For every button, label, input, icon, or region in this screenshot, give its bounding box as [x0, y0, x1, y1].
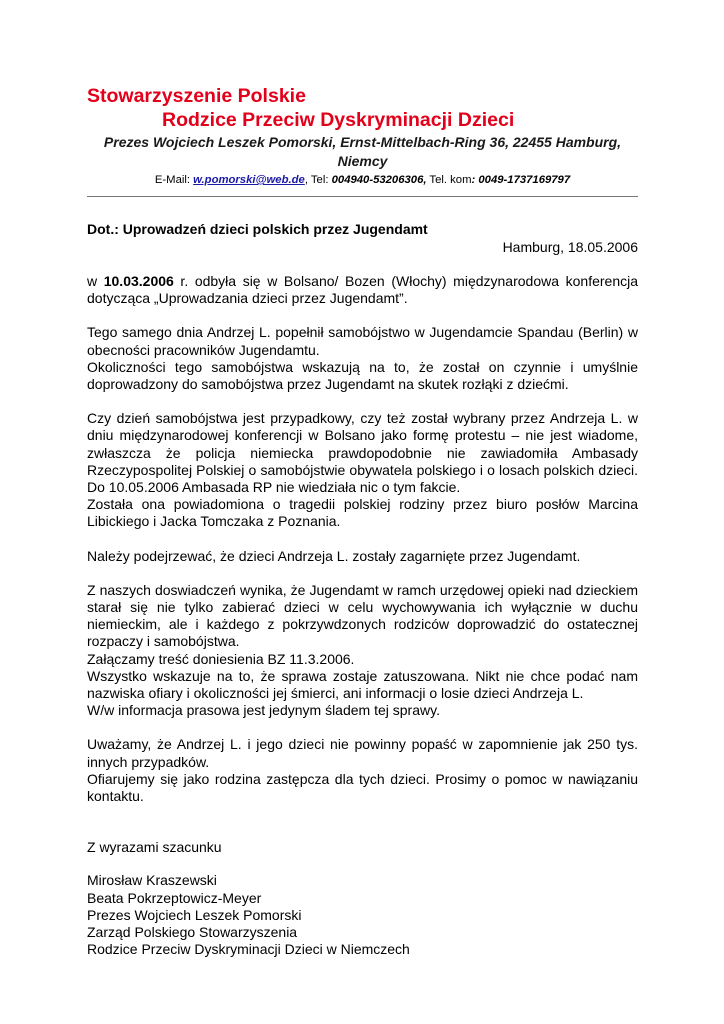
- paragraph-9: Wszystko wskazuje na to, że sprawa zostaje zatuszowana. Nikt nie chce podać nam nazwiska ofiary i okoliczności jej śmierci, ani informacji o losie dzieci Andrzeja L.: [87, 667, 638, 702]
- paragraph-1: [87, 273, 638, 307]
- letterhead: [87, 84, 638, 197]
- paragraph-10: W/w informacja prasowa jest jedynym śladem tej sprawy.: [87, 702, 440, 719]
- tel-label: , Tel:: [304, 174, 332, 186]
- email-link[interactable]: w.pomorski@web.de: [193, 174, 305, 186]
- paragraph-1-text: r. odbyła się w Bolsano/ Bozen (Włochy) międzynarodowa konferencja dotycząca „Uprowadzania dzieci przez Jugendamt”.: [87, 273, 638, 307]
- paragraph-3: Okoliczności tego samobójstwa wskazują na to, że został on czynnie i umyślnie doprowadzony do samobójstwa przez Jugendamt na skutek rozłąki z dziećmi.: [87, 358, 638, 393]
- paragraph-11: Uważamy, że Andrzej L. i jego dzieci nie powinny popaść w zapomnienie jak 250 tys. innych przypadków.: [87, 736, 638, 770]
- closing-salutation: Z wyrazami szacunku: [87, 839, 222, 856]
- mobile-number: : 0049-1737169797: [471, 174, 571, 186]
- mobile-label: Tel. kom: [426, 174, 472, 186]
- signature-line: Beata Pokrzeptowicz-Meyer: [87, 889, 262, 906]
- signature-block: [87, 872, 638, 958]
- signature-line: Rodzice Przeciw Dyskryminacji Dzieci w Niemczech: [87, 941, 410, 958]
- signature-line: Prezes Wojciech Leszek Pomorski: [87, 906, 302, 923]
- paragraph-8: Załączamy treść doniesienia BZ 11.3.2006.: [87, 650, 355, 667]
- president-address: Prezes Wojciech Leszek Pomorski, Ernst-Mittelbach-Ring 36, 22455 Hamburg, Niemcy: [103, 134, 622, 169]
- signature-line: Mirosław Kraszewski: [87, 872, 217, 889]
- tel-number: 004940-53206306,: [331, 174, 427, 186]
- paragraph-2: Tego samego dnia Andrzej L. popełnił samobójstwo w Jugendamcie Spandau (Berlin) w obecności pracowników Jugendamtu.: [87, 324, 638, 358]
- email-label: E-Mail:: [154, 174, 194, 186]
- paragraph-4: Czy dzień samobójstwa jest przypadkowy, czy też został wybrany przez Andrzeja L. w dniu międzynarodowej konferencji w Bolsano jako formę protestu – nie jest wiadome, zwłaszcza że policja niemiecka prawdopodobnie nie zawiadomiła Ambasady Rzeczypospolitej Polskiej o samobójstwie obywatela polskiego i o losach polskich dzieci. Do 10.05.2006 Ambasada RP nie wiedziała nic o tym fakcie.: [87, 410, 638, 496]
- paragraph-6: Należy podejrzewać, że dzieci Andrzeja L. zostały zagarnięte przez Jugendamt.: [87, 547, 581, 564]
- org-name-line2: Rodzice Przeciw Dyskryminacji Dzieci: [162, 109, 515, 131]
- letter-page: [87, 84, 638, 959]
- conference-date: 10.03.2006: [103, 273, 174, 289]
- letter-date: Hamburg, 18.05.2006: [502, 239, 638, 255]
- contact-line: [87, 173, 638, 188]
- paragraph-1-prefix: w: [87, 273, 104, 289]
- header-divider: [87, 196, 638, 197]
- signature-line: Zarząd Polskiego Stowarzyszenia: [87, 924, 298, 941]
- org-name-line1: Stowarzyszenie Polskie: [87, 85, 306, 107]
- letter-subject: Dot.: Uprowadzeń dzieci polskich przez Jugendamt: [87, 221, 428, 237]
- paragraph-7: Z naszych doswiadczeń wynika, że Jugendamt w ramch urzędowej opieki nad dzieckiem starał się nie tylko zabierać dzieci w celu wychowywania ich wyłącznie w duchu niemieckim, ale i każdego z pokrzywdzonych rodziców doprowadzić do ostatecznej rozpaczy i samobójstwa.: [87, 581, 638, 650]
- paragraph-12: Ofiarujemy się jako rodzina zastępcza dla tych dzieci. Prosimy o pomoc w nawiązaniu kontaktu.: [87, 770, 638, 805]
- paragraph-5: Została ona powiadomiona o tragedii polskiej rodziny przez biuro posłów Marcina Libickiego i Jacka Tomczaka z Poznania.: [87, 496, 638, 530]
